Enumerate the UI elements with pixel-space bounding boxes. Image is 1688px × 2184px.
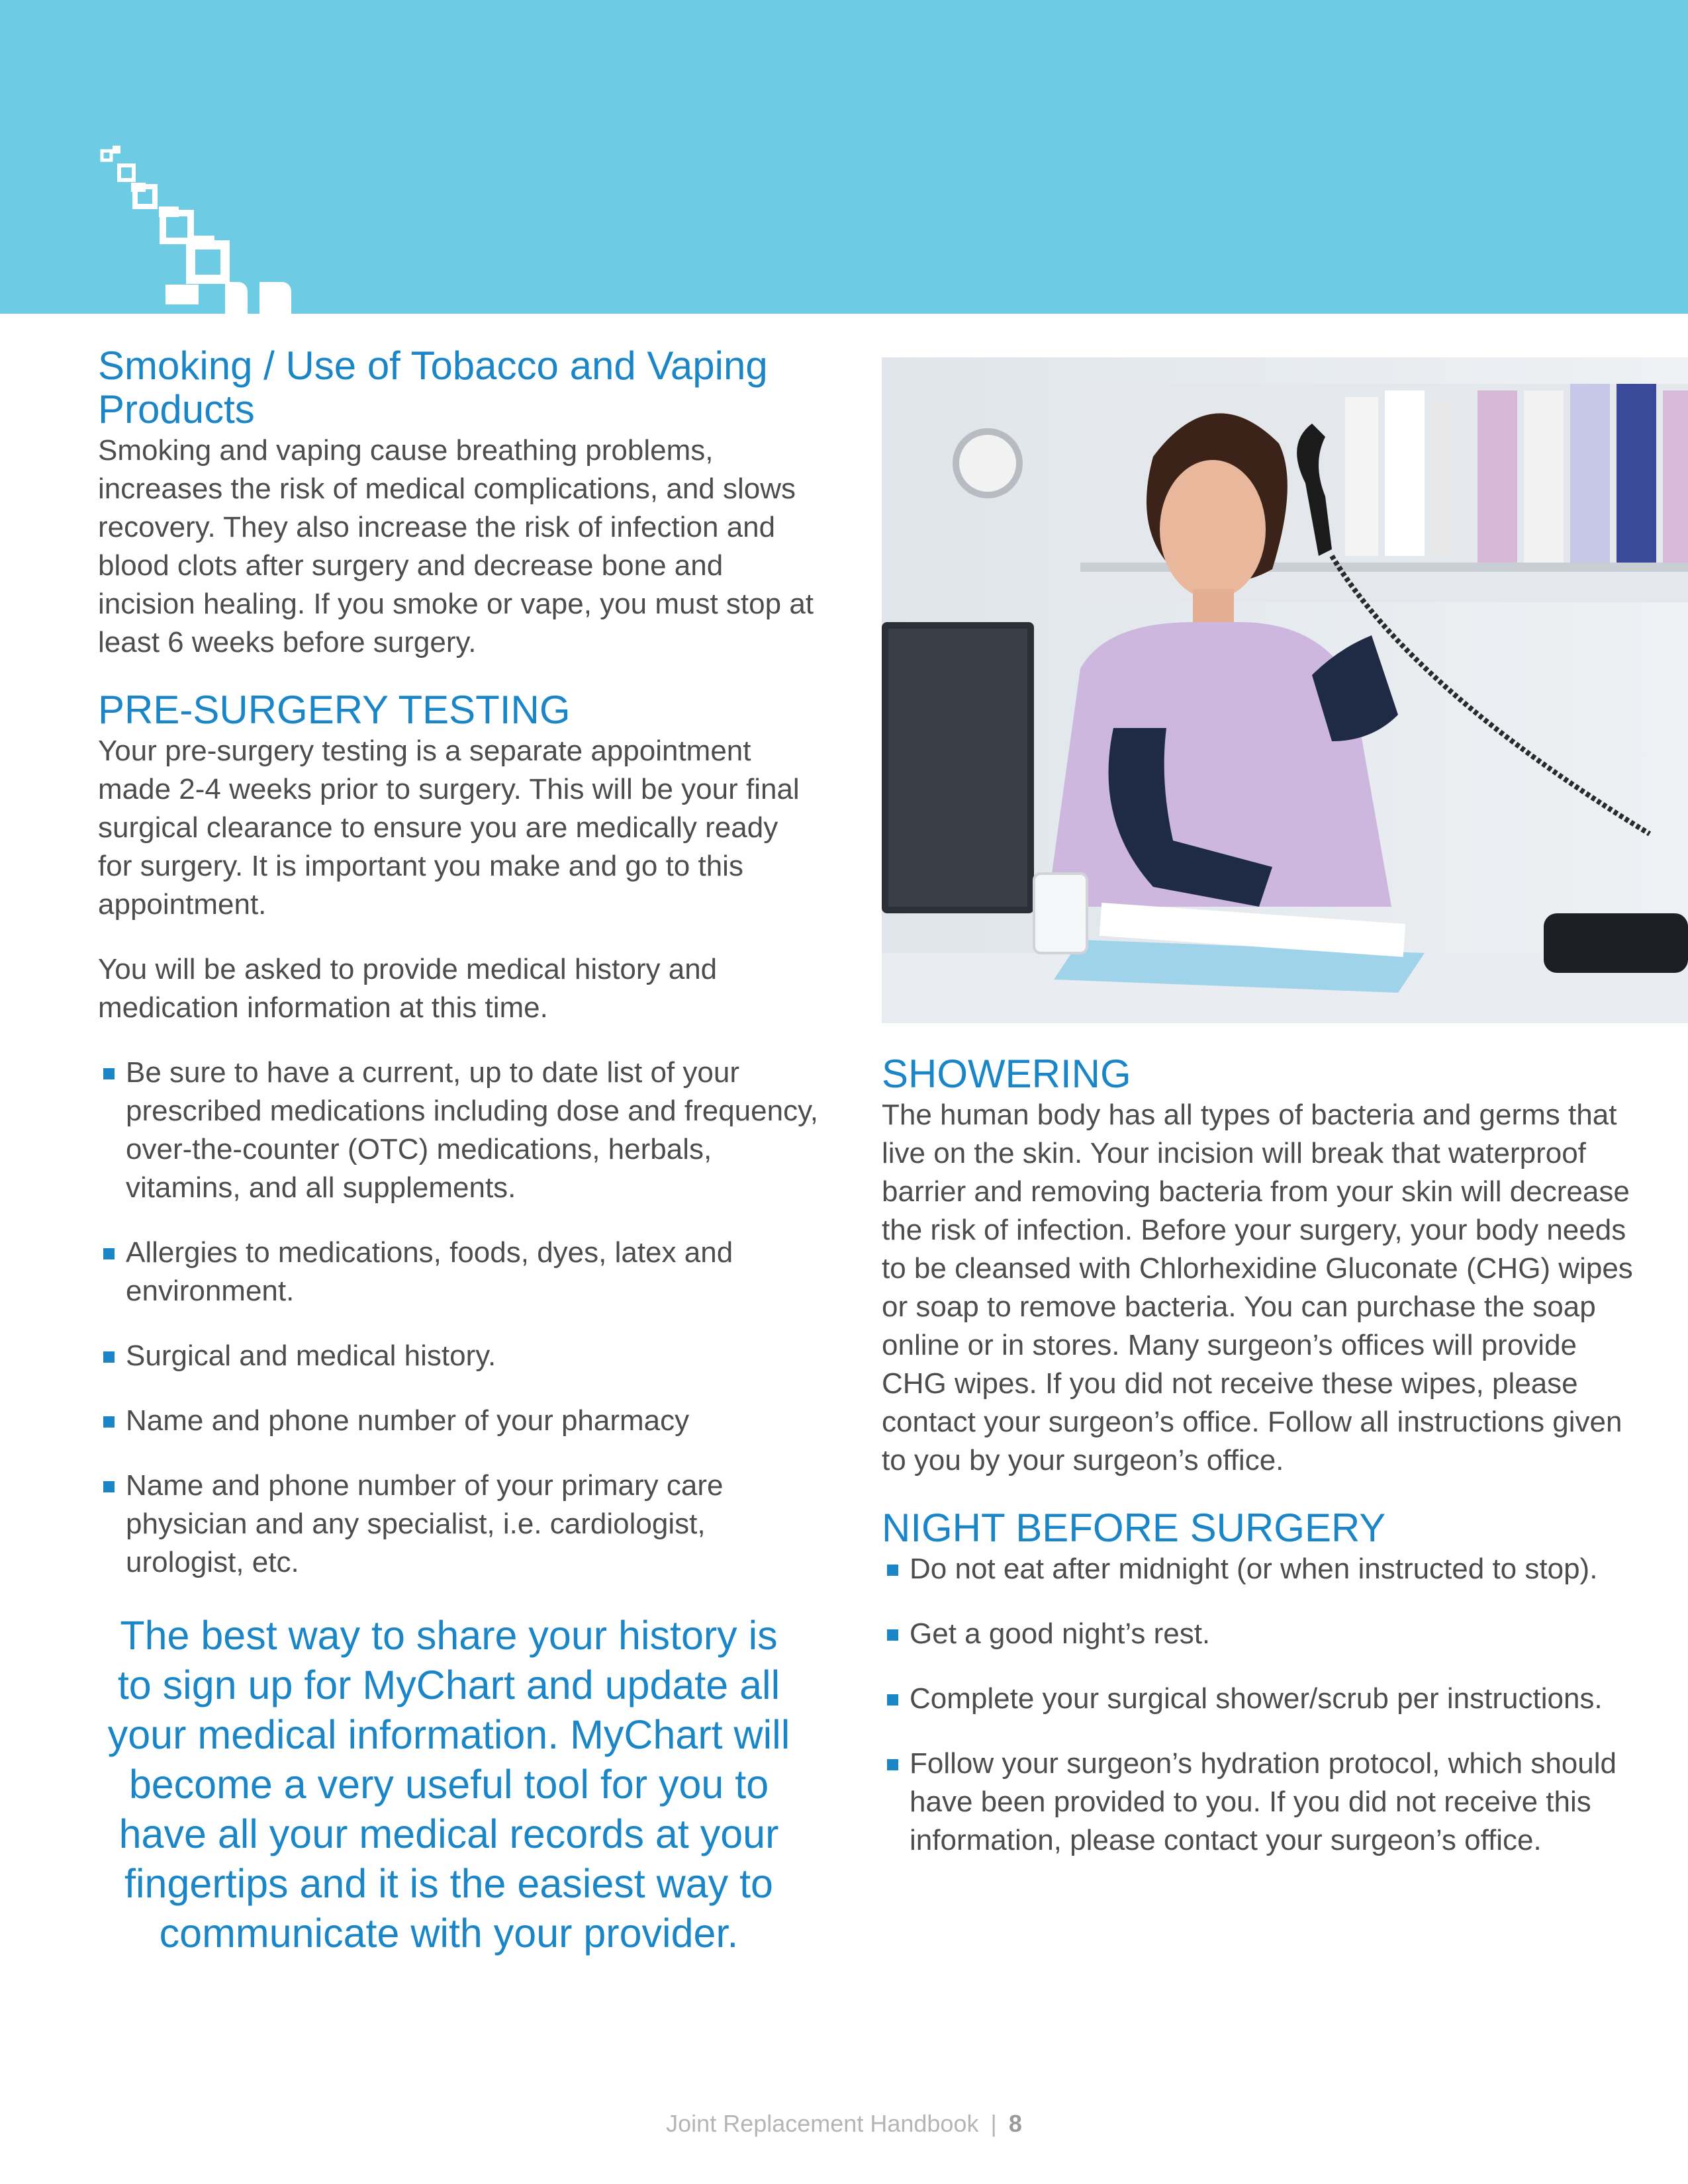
night-before-heading: NIGHT BEFORE SURGERY xyxy=(882,1506,1386,1550)
bullet-square-icon xyxy=(887,1565,898,1576)
pre-surgery-list xyxy=(98,1054,820,1582)
bullet-square-icon xyxy=(887,1694,898,1706)
showering-text: The human body has all types of bacteria and germs that live on the skin. Your incision will break that waterproof barrier and removing bacteria from your skin will decrease the risk of infection. Before your surgery, your body needs to be cleansed with Chlorhexidine Gluconate (CHG) wipes or soap to remove bacteria. You can purchase the soap online or in stores. Many surgeon’s offices will provide CHG wipes. If you did not receive these wipes, please contact your surgeon’s office. Follow all instructions given to you by your surgeon’s office. xyxy=(882,1099,1633,1477)
bullet-square-icon xyxy=(103,1351,115,1363)
smoking-heading: Smoking / Use of Tobacco and Vaping Products xyxy=(98,343,768,432)
bullet-square-icon xyxy=(103,1481,115,1492)
list-item: Complete your surgical shower/scrub per instructions. xyxy=(882,1680,1643,1718)
list-item: Name and phone number of your primary care physician and any specialist, i.e. cardiologist, urologist, etc. xyxy=(98,1467,820,1582)
page-number: 8 xyxy=(1008,2110,1022,2137)
bullet-square-icon xyxy=(887,1629,898,1641)
list-item: Name and phone number of your pharmacy xyxy=(98,1402,820,1440)
nurse-on-phone-photo xyxy=(882,357,1688,1023)
night-before-list xyxy=(882,1550,1643,1860)
header-banner xyxy=(0,0,1688,314)
smoking-text: Smoking and vaping cause breathing problems, increases the risk of medical complications, and slows recovery. They also increase the risk of infection and blood clots after surgery and decrease bone and incision healing. If you smoke or vape, you must stop at least 6 weeks before surgery. xyxy=(98,434,814,659)
list-item: Follow your surgeon’s hydration protocol, which should have been provided to you. If you did not receive this information, please contact your surgeon’s office. xyxy=(882,1745,1643,1860)
page-footer xyxy=(0,2110,1688,2138)
footer-separator: | xyxy=(990,2110,997,2137)
footer-label: Joint Replacement Handbook xyxy=(666,2110,979,2137)
left-column xyxy=(98,344,820,1958)
bullet-square-icon xyxy=(103,1416,115,1428)
list-item: Surgical and medical history. xyxy=(98,1337,820,1375)
list-item: Allergies to medications, foods, dyes, latex and environment. xyxy=(98,1234,820,1310)
bullet-square-icon xyxy=(103,1248,115,1259)
pre-surgery-text-1: Your pre-surgery testing is a separate appointment made 2-4 weeks prior to surgery. This will be your final surgical clearance to ensure you are medically ready for surgery. It is important you make and go to this appointment. xyxy=(98,735,800,921)
pre-surgery-text-2: You will be asked to provide medical history and medication information at this time. xyxy=(98,953,718,1024)
bullet-square-icon xyxy=(887,1759,898,1770)
pre-surgery-heading: PRE-SURGERY TESTING xyxy=(98,688,571,732)
bullet-square-icon xyxy=(103,1068,115,1079)
list-item: Be sure to have a current, up to date list of your prescribed medications including dose and frequency, over-the-counter (OTC) medications, herbals, vitamins, and all supplements. xyxy=(98,1054,820,1207)
mychart-callout: The best way to share your history is to sign up for MyChart and update all your medical information. MyChart will become a very useful tool for you to have all your medical records at your fingertips and it is the easiest way to communicate with your provider. xyxy=(107,1613,790,1956)
right-column xyxy=(882,1052,1643,1886)
showering-heading: SHOWERING xyxy=(882,1052,1131,1096)
list-item: Do not eat after midnight (or when instructed to stop). xyxy=(882,1550,1643,1588)
photo-illustration xyxy=(882,357,1688,1023)
decorative-squares-icon xyxy=(93,139,305,314)
list-item: Get a good night’s rest. xyxy=(882,1615,1643,1653)
